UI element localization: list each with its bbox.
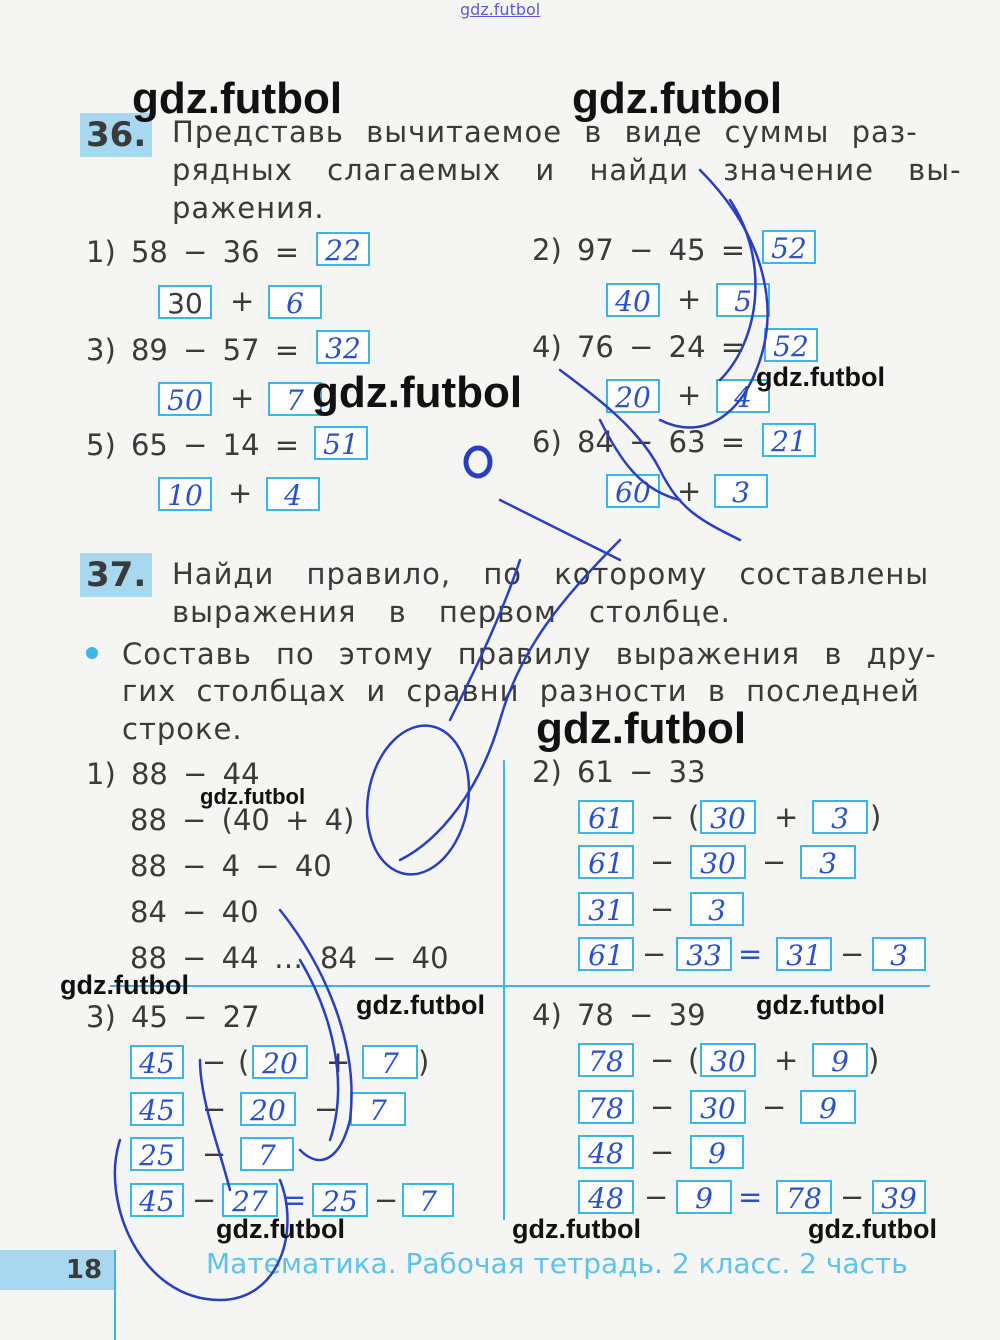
minus-sign: − <box>650 800 675 834</box>
right-paren: ) <box>418 1045 430 1079</box>
answer-box[interactable]: 52 <box>764 328 818 362</box>
expr-box[interactable]: 7 <box>362 1045 418 1079</box>
expr-box[interactable]: 78 <box>578 1090 634 1124</box>
expr-box[interactable]: 25 <box>312 1183 368 1217</box>
minus-sign: − <box>644 1180 669 1214</box>
addend-box[interactable]: 60 <box>606 474 660 508</box>
plus-sign: + <box>774 1043 799 1077</box>
addend-box[interactable]: 3 <box>714 474 768 508</box>
right-paren: ) <box>868 1043 880 1077</box>
expr-box[interactable]: 61 <box>578 800 634 834</box>
equals-sign: = <box>282 1183 307 1217</box>
minus-sign: − <box>650 1090 675 1124</box>
left-paren: ( <box>688 800 700 834</box>
watermark: gdz.futbol <box>132 74 343 123</box>
minus-sign: − <box>314 1092 339 1126</box>
task-37-line2: выражения в первом столбце. <box>172 595 731 629</box>
plus-sign: + <box>677 474 702 508</box>
expr-box[interactable]: 30 <box>700 800 756 834</box>
plus-sign: + <box>230 284 255 318</box>
watermark: gdz.futbol <box>756 990 885 1020</box>
minus-sign: − <box>202 1092 227 1126</box>
task-37-bullet-line2: гих столбцах и сравни разности в последней <box>122 674 920 708</box>
scribble-stroke <box>500 500 620 560</box>
minus-sign: − <box>642 937 667 971</box>
minus-sign: − <box>374 1183 399 1217</box>
answer-box[interactable]: 32 <box>316 330 370 364</box>
header-watermark: gdz.futbol <box>460 0 541 19</box>
task-37-bullet-line1: Составь по этому правилу выражения в дру- <box>122 637 937 671</box>
bullet-dot <box>86 647 98 659</box>
plus-sign: + <box>774 800 799 834</box>
task-37-bullet-line3: строке. <box>122 712 243 746</box>
expr-box[interactable]: 3 <box>812 800 868 834</box>
addend-box[interactable]: 10 <box>158 477 212 511</box>
task-36-line2: рядных слагаемых и найди значение вы- <box>172 153 962 187</box>
expr-box[interactable]: 30 <box>690 845 746 879</box>
expr-box[interactable]: 48 <box>578 1135 634 1169</box>
equals-sign: = <box>738 1180 763 1214</box>
minus-sign: − <box>762 1090 787 1124</box>
addend-box[interactable]: 5 <box>716 283 770 317</box>
expr-box[interactable]: 9 <box>676 1180 732 1214</box>
footer-divider <box>114 1250 116 1340</box>
minus-sign: − <box>762 845 787 879</box>
expr-box[interactable]: 27 <box>222 1183 278 1217</box>
expr-box[interactable]: 45 <box>130 1183 184 1217</box>
minus-sign: − <box>840 1180 865 1214</box>
col3-title: 3) 45 − 27 <box>86 1000 260 1034</box>
col1-row4b: 84 − 40 <box>320 941 449 975</box>
right-paren: ) <box>870 800 882 834</box>
addend-box[interactable]: 4 <box>266 477 320 511</box>
book-title: Математика. Рабочая тетрадь. 2 класс. 2 часть <box>206 1247 908 1280</box>
col2-title: 2) 61 − 33 <box>532 755 706 789</box>
expr-box[interactable]: 30 <box>690 1090 746 1124</box>
watermark: gdz.futbol <box>512 1214 641 1244</box>
task-37-number: 37. <box>80 553 152 597</box>
task36-item5-label: 5) 65 − 14 = <box>86 428 300 462</box>
answer-box[interactable]: 22 <box>316 232 370 266</box>
addend-box[interactable]: 40 <box>606 283 660 317</box>
watermark: gdz.futbol <box>356 990 485 1020</box>
expr-box[interactable]: 9 <box>800 1090 856 1124</box>
addend-box[interactable]: 6 <box>268 285 322 319</box>
plus-sign: + <box>326 1045 351 1079</box>
answer-box[interactable]: 51 <box>314 426 368 460</box>
expr-box[interactable]: 78 <box>776 1180 832 1214</box>
col1-row3: 84 − 40 <box>130 895 259 929</box>
expr-box[interactable]: 20 <box>240 1092 296 1126</box>
expr-box[interactable]: 20 <box>252 1045 308 1079</box>
addend-box: 30 <box>158 285 212 319</box>
expr-box[interactable]: 31 <box>776 937 832 971</box>
plus-sign: + <box>677 378 702 412</box>
watermark: gdz.futbol <box>756 362 885 392</box>
expr-box[interactable]: 61 <box>578 845 634 879</box>
expr-box[interactable]: 39 <box>872 1180 926 1214</box>
col4-title: 4) 78 − 39 <box>532 998 706 1032</box>
col1-row4a: 88 − 44 <box>130 941 259 975</box>
minus-sign: − <box>192 1183 217 1217</box>
column-divider <box>503 760 505 1220</box>
watermark: gdz.futbol <box>536 704 747 753</box>
task36-item1-label: 1) 58 − 36 = <box>86 235 300 269</box>
expr-box[interactable]: 7 <box>240 1137 294 1171</box>
minus-sign: − <box>202 1045 227 1079</box>
addend-box[interactable]: 50 <box>158 382 212 416</box>
addend-box[interactable]: 4 <box>716 379 770 413</box>
scribble-circle <box>466 448 490 476</box>
col1-title: 1) 88 − 44 <box>86 757 260 791</box>
addend-box[interactable]: 7 <box>268 382 322 416</box>
minus-sign: − <box>650 1043 675 1077</box>
left-paren: ( <box>238 1045 250 1079</box>
addend-box[interactable]: 20 <box>606 379 660 413</box>
equals-sign: = <box>738 937 763 971</box>
answer-box[interactable]: 21 <box>762 423 816 457</box>
expr-box[interactable]: 45 <box>130 1045 184 1079</box>
expr-box[interactable]: 25 <box>130 1137 184 1171</box>
expr-box[interactable]: 7 <box>402 1183 454 1217</box>
plus-sign: + <box>230 381 255 415</box>
expr-box[interactable]: 78 <box>578 1043 634 1077</box>
watermark: gdz.futbol <box>216 1214 345 1244</box>
minus-sign: − <box>650 1135 675 1169</box>
expr-box[interactable]: 33 <box>676 937 732 971</box>
expr-box[interactable]: 31 <box>578 892 634 926</box>
task36-item3-label: 3) 89 − 57 = <box>86 333 300 367</box>
minus-sign: − <box>202 1137 227 1171</box>
expr-box[interactable]: 3 <box>872 937 926 971</box>
scribble-oval <box>356 717 481 882</box>
col1-row2: 88 − 4 − 40 <box>130 849 332 883</box>
expr-box[interactable]: 61 <box>578 937 634 971</box>
task36-item2-label: 2) 97 − 45 = <box>532 233 746 267</box>
expr-box[interactable]: 9 <box>690 1135 744 1169</box>
watermark: gdz.futbol <box>312 368 523 417</box>
watermark: gdz.futbol <box>808 1214 937 1244</box>
plus-sign: + <box>677 282 702 316</box>
row-divider <box>110 985 930 987</box>
expr-box[interactable]: 7 <box>350 1092 406 1126</box>
task36-item6-label: 6) 84 − 63 = <box>532 425 746 459</box>
minus-sign: − <box>840 937 865 971</box>
left-paren: ( <box>688 1043 700 1077</box>
answer-box[interactable]: 52 <box>762 230 816 264</box>
watermark: gdz.futbol <box>60 970 189 1000</box>
expr-box[interactable]: 3 <box>690 892 744 926</box>
expr-box[interactable]: 45 <box>130 1092 184 1126</box>
task36-item4-label: 4) 76 − 24 = <box>532 330 746 364</box>
task-37-line1: Найди правило, по которому составлены <box>172 557 930 591</box>
watermark: gdz.futbol <box>572 74 783 123</box>
task-36-number: 36. <box>80 113 152 157</box>
minus-sign: − <box>650 892 675 926</box>
expr-box[interactable]: 3 <box>800 845 856 879</box>
expr-box[interactable]: 48 <box>578 1180 634 1214</box>
task-36-line1: Представь вычитаемое в виде суммы раз- <box>172 115 918 149</box>
plus-sign: + <box>228 476 253 510</box>
watermark: gdz.futbol <box>200 784 306 809</box>
col1-row1: 88 − (40 + 4) <box>130 803 355 837</box>
minus-sign: − <box>650 845 675 879</box>
page-number: 18 <box>65 1255 103 1285</box>
expr-box[interactable]: 9 <box>812 1043 868 1077</box>
task-36-line3: ражения. <box>172 191 325 225</box>
col1-dots: … <box>274 941 303 975</box>
expr-box[interactable]: 30 <box>700 1043 756 1077</box>
